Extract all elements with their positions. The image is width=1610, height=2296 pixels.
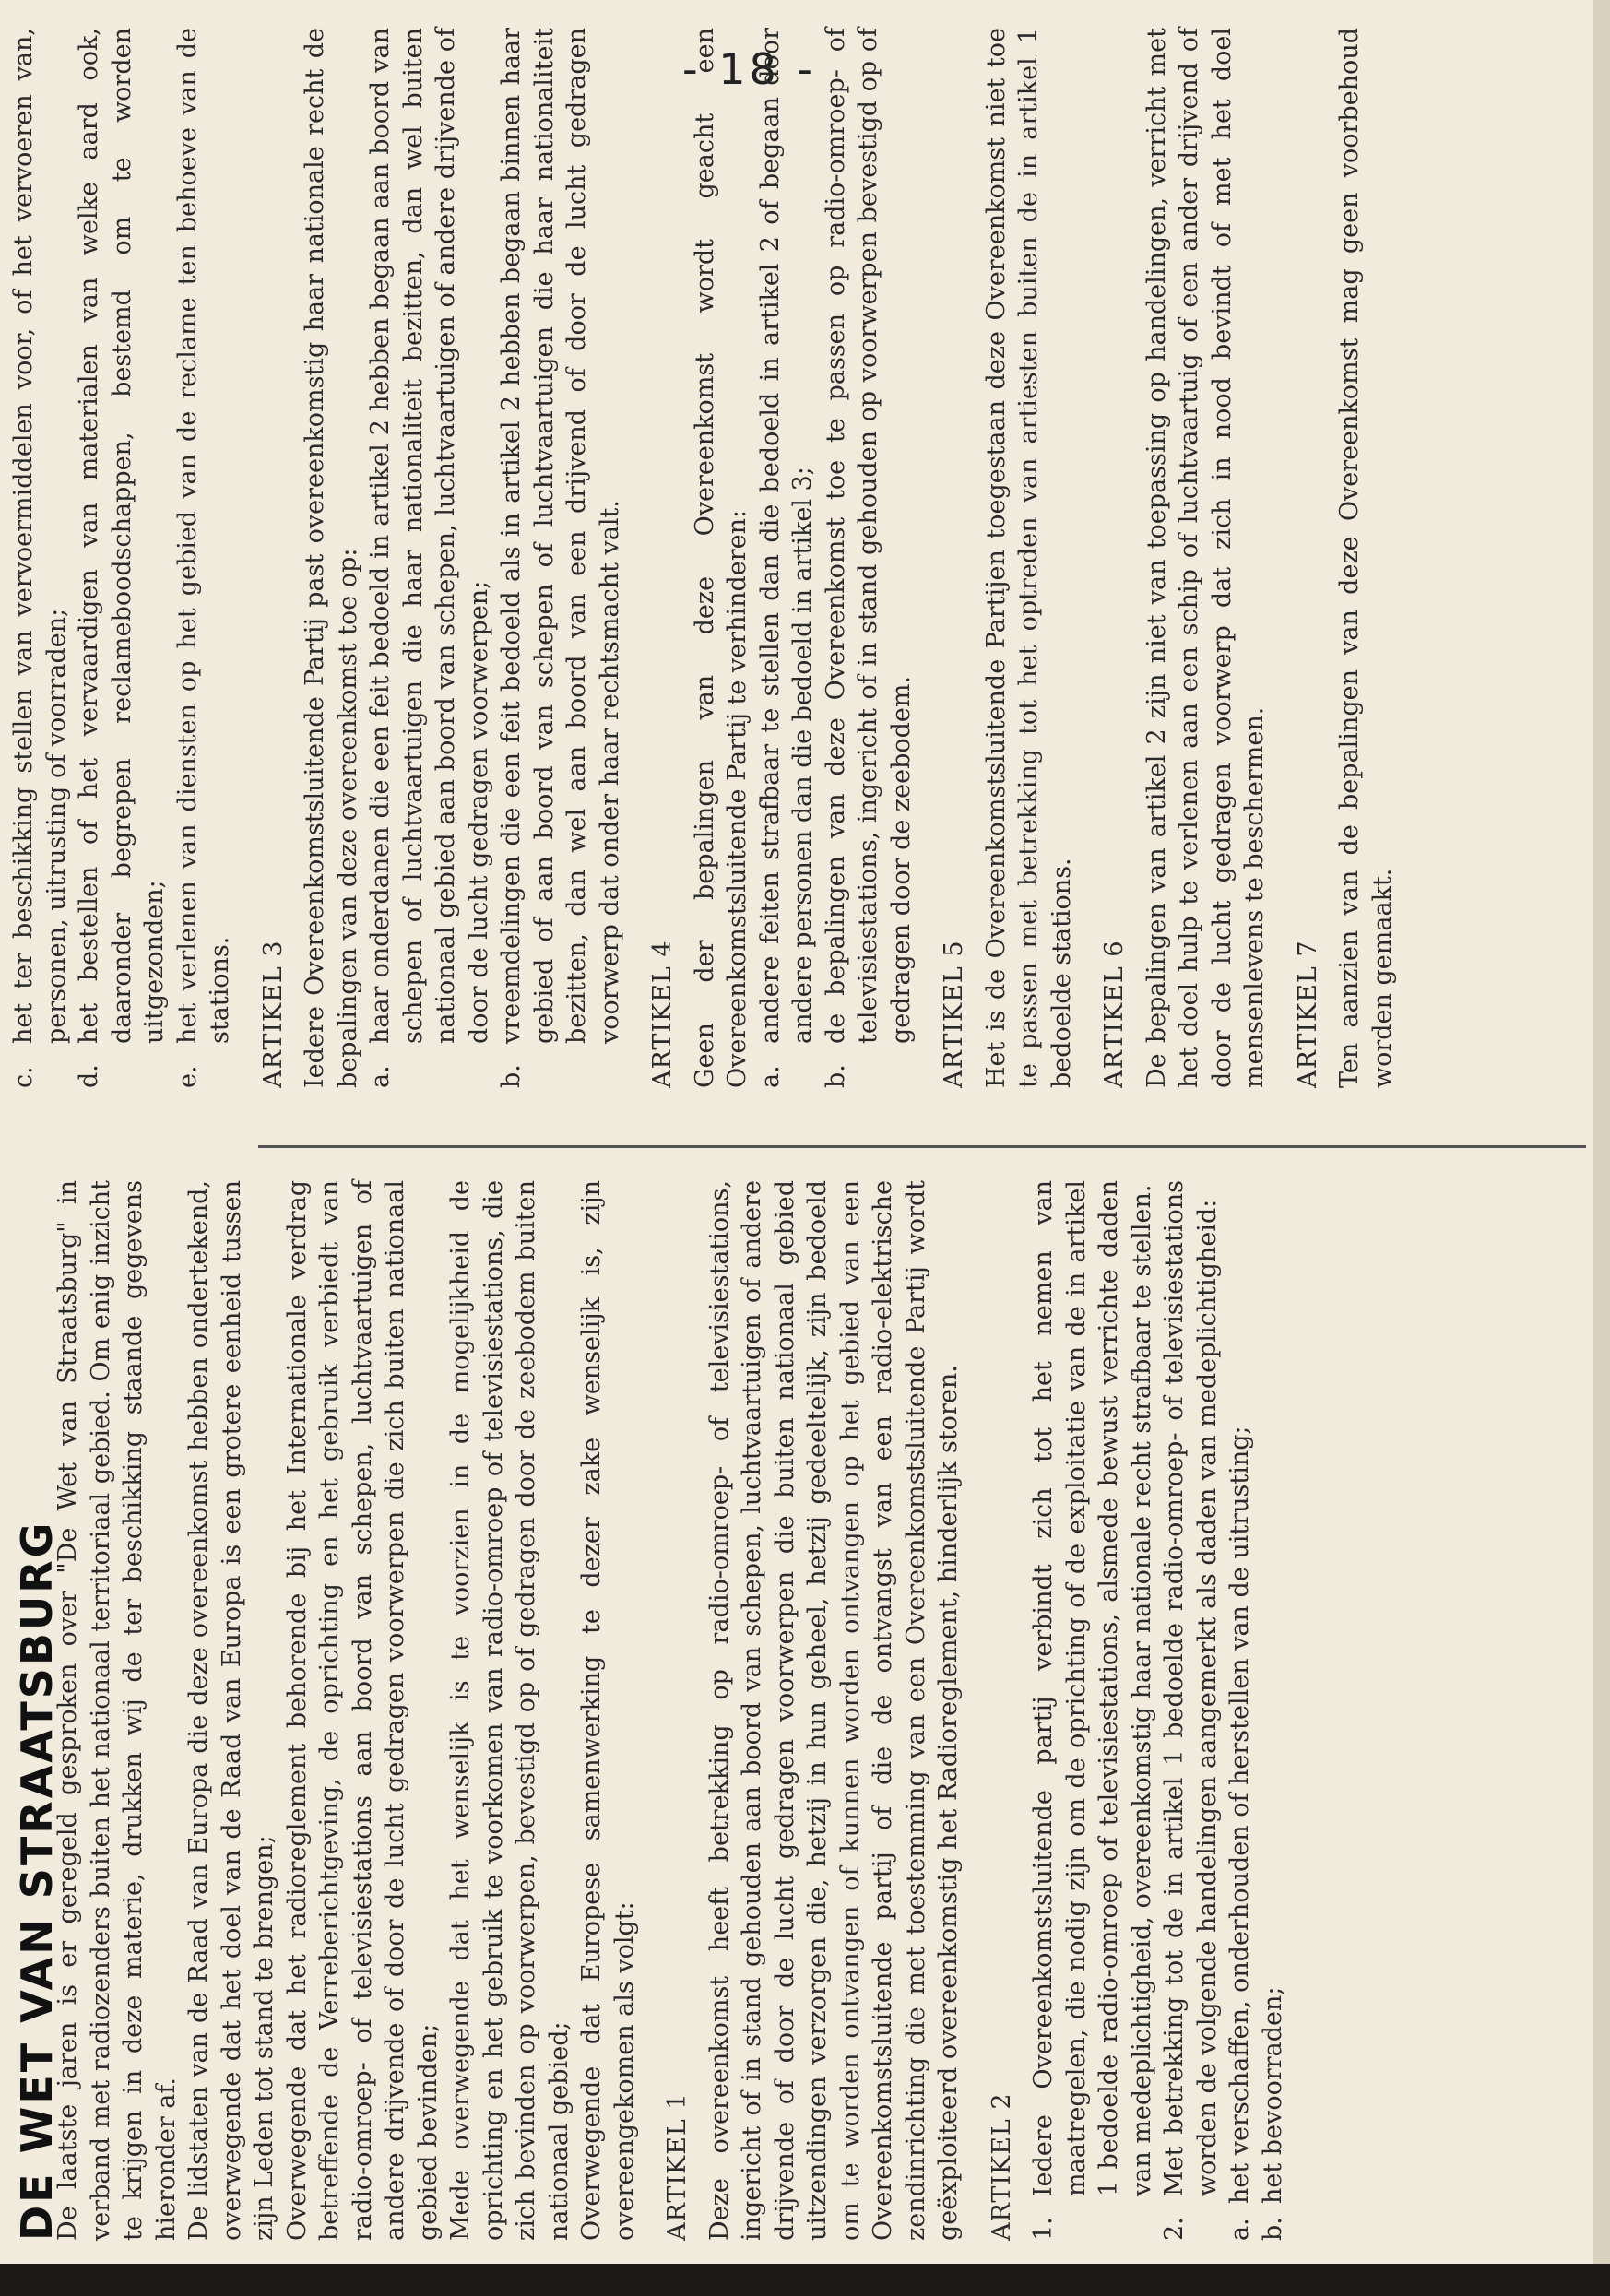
list-item [73, 28, 172, 1088]
list-item [7, 28, 73, 1088]
intro-paragraph: De lidstaten van de Raad van Europa die deze overeenkomst hebben ondertekend, overwegende dat het doel van de Raad van Europa is een grotere eenheid tussen zijn Leden tot stand te brengen; [184, 1180, 278, 2241]
list-item [172, 28, 237, 1088]
list-label: d. [75, 1064, 103, 1088]
artikel-7-title: ARTIKEL 7 [1293, 940, 1322, 1088]
artikel-7-text: Ten aanzien van de bepalingen van deze Overeenkomst mag geen voorbehoud worden gemaakt. [1335, 28, 1397, 1088]
artikel-6-title: ARTIKEL 6 [1100, 940, 1129, 1088]
list-label: e. [172, 1065, 202, 1088]
page-edge-shadow [1593, 0, 1610, 2264]
list-label: 2. [1160, 2217, 1189, 2241]
artikel-4-title: ARTIKEL 4 [648, 940, 677, 1088]
list-text: andere feiten strafbaar te stellen dan die bedoeld in artikel 2 of begaan door andere personen dan die bedoeld in artikel 3; [755, 28, 817, 1044]
artikel-6-text: De bepalingen van artikel 2 zijn niet van toepassing op handelingen, verricht met het doel hulp te verlenen aan een schip of luchtvaartuig of een ander drijvend of door de lucht gedragen voorwerp dat zich in nood bevindt of met het doel mensenlevens te beschermen. [1142, 28, 1269, 1088]
list-label: b. [1258, 2217, 1287, 2241]
rotated-content [9, 28, 1586, 2241]
list-text: Met betrekking tot de in artikel 1 bedoelde radio-omroep- of televisiestations worden de volgende handelingen aangemerkt als daden van medeplichtigheid: [1160, 1180, 1222, 2196]
list-label: a. [1225, 2218, 1254, 2241]
intro-paragraph: Overwegende dat het radioreglement behorende bij het Internationale verdrag betreffende de Verreberichtgeving, de oprichting en het gebruik verbiedt van radio-omroep- of televisiestations aan boord van schepen, luchtvaartuigen of andere drijvende of door de lucht gedragen voorwerpen die zich buiten nationaal gebied bevinden; [282, 1180, 443, 2241]
list-item [820, 28, 918, 1088]
page-number: - 18 - [682, 44, 816, 94]
artikel-5-text: Het is de Overeenkomstsluitende Partijen toegestaan deze Overeenkomst niet toe te passen met betrekking tot het optreden van artiesten buiten de in artikel 1 bedoelde stations. [981, 28, 1076, 1088]
artikel-5-title: ARTIKEL 5 [940, 940, 968, 1088]
list-text: het ter beschikking stellen van vervoermiddelen voor, of het vervoeren van, personen, uitrusting of voorraden; [9, 28, 71, 1044]
artikel-3-text: Iedere Overeenkomstsluitende Partij past overeenkomstig haar nationale recht de bepalingen van deze overeenkomst toe op: [301, 28, 362, 1088]
list-item [1257, 1180, 1290, 2241]
list-text: vreemdelingen die een feit bedoeld als in artikel 2 hebben begaan binnen haar gebied of aan boord van schepen of luchtvaartuigen die haar nationaliteit bezitten, dan wel aan boord van een drijvend of door de lucht gedragen voorwerp dat onder haar rechtsmacht valt. [497, 28, 624, 1044]
list-label: 1. [1029, 2217, 1058, 2241]
list-text: het bestellen of het vervaardigen van materialen van welke aard ook, daaronder begrepen reclameboodschappen, bestemd om te worden uitgezonden; [75, 28, 169, 1044]
right-column [9, 28, 1399, 1088]
artikel-1-title: ARTIKEL 1 [663, 2092, 692, 2241]
list-text: de bepalingen van deze Overeenkomst toe te passen op radio-omroep- of televisiestations, ingericht of in stand gehouden op voorwerpen bevestigd op of gedragen door de zeebodem. [821, 28, 916, 1044]
column-divider [258, 1145, 1586, 1148]
list-label: a. [366, 1065, 395, 1088]
list-text: het bevoorraden; [1258, 1986, 1287, 2204]
list-text: het verschaffen, onderhouden of herstellen van de uitrusting; [1225, 1426, 1254, 2204]
artikel-1-text: Deze overeenkomst heeft betrekking op radio-omroep- of televisiestations, ingericht of in stand gehouden aan boord van schepen, luchtvaartuigen of andere drijvende of door de lucht gedragen voorwerpen die buiten nationaal gebied uitzendingen verzorgen die, hetzij in hun geheel, hetzij gedeeltelijk, zijn bedoeld om te worden ontvangen of kunnen worden ontvangen op het gebied van een Overeenkomstsluitende partij of die de ontvangst van een radio-elektrische zendinrichting die met toestemming van een Overeenkomstsluitende Partij wordt geëxploiteerd overeenkomstig het Radioreglement, hinderlijk storen. [704, 1180, 963, 2241]
artikel-4-text: Geen der bepalingen van deze Overeenkomst wordt geacht een Overeenkomstsluitende Partij te verhinderen: [690, 28, 752, 1088]
list-label: a. [755, 1065, 785, 1088]
list-item [495, 28, 626, 1088]
list-text: Iedere Overeenkomstsluitende partij verbindt zich tot het nemen van maatregelen, die nodig zijn om de oprichting of de exploitatie van de in artikel 1 bedoelde radio-omroep of televisiestations, alsmede bewust verrichte daden van medeplichtigheid, overeenkomstig haar nationale recht strafbaar te stellen. [1029, 1180, 1156, 2196]
intro-paragraph: De laatste jaren is er geregeld gesproken over "De Wet van Straatsburg" in verband met radiozenders buiten het nationaal territoriaal gebied. Om enig inzicht te krijgen in deze materie, drukken wij de ter beschikking staande gegevens hieronder af. [53, 1180, 181, 2241]
list-text: haar onderdanen die een feit bedoeld in artikel 2 hebben begaan aan boord van schepen of luchtvaartuigen die haar nationaliteit bezitten, dan wel buiten nationaal gebied aan boord van schepen, luchtvaartuigen of andere drijvende of door de lucht gedragen voorwerpen; [366, 28, 493, 1044]
list-label: b. [497, 1064, 526, 1088]
scan-border [0, 2264, 1610, 2296]
article-heading: DE WET VAN STRAATSBURG [12, 1520, 62, 2241]
intro-paragraph: Mede overwegende dat het wenselijk is te voorzien in de mogelijkheid de oprichting en het gebruik te voorkomen van radio-omroep of televisiestations, die zich bevinden op voorwerpen, bevestigd op of gedragen door de zeebodem buiten nationaal gebied; [446, 1180, 574, 2241]
intro-paragraph: Overwegende dat Europese samenwerking te dezer zake wenselijk is, zijn overeengekomen als volgt: [577, 1180, 639, 2241]
list-label: b. [821, 1064, 850, 1088]
list-item [1224, 1180, 1257, 2241]
artikel-2-title: ARTIKEL 2 [987, 2092, 1016, 2241]
list-text: het verlenen van diensten op het gebied van de reclame ten behoeve van de stations. [172, 28, 234, 1044]
artikel-3-title: ARTIKEL 3 [258, 940, 288, 1088]
list-item [754, 28, 820, 1088]
list-label: c. [9, 1066, 38, 1088]
list-item [1158, 1180, 1224, 2241]
list-item [1027, 1180, 1158, 2241]
left-column [12, 1180, 1289, 2241]
list-item [364, 28, 495, 1088]
